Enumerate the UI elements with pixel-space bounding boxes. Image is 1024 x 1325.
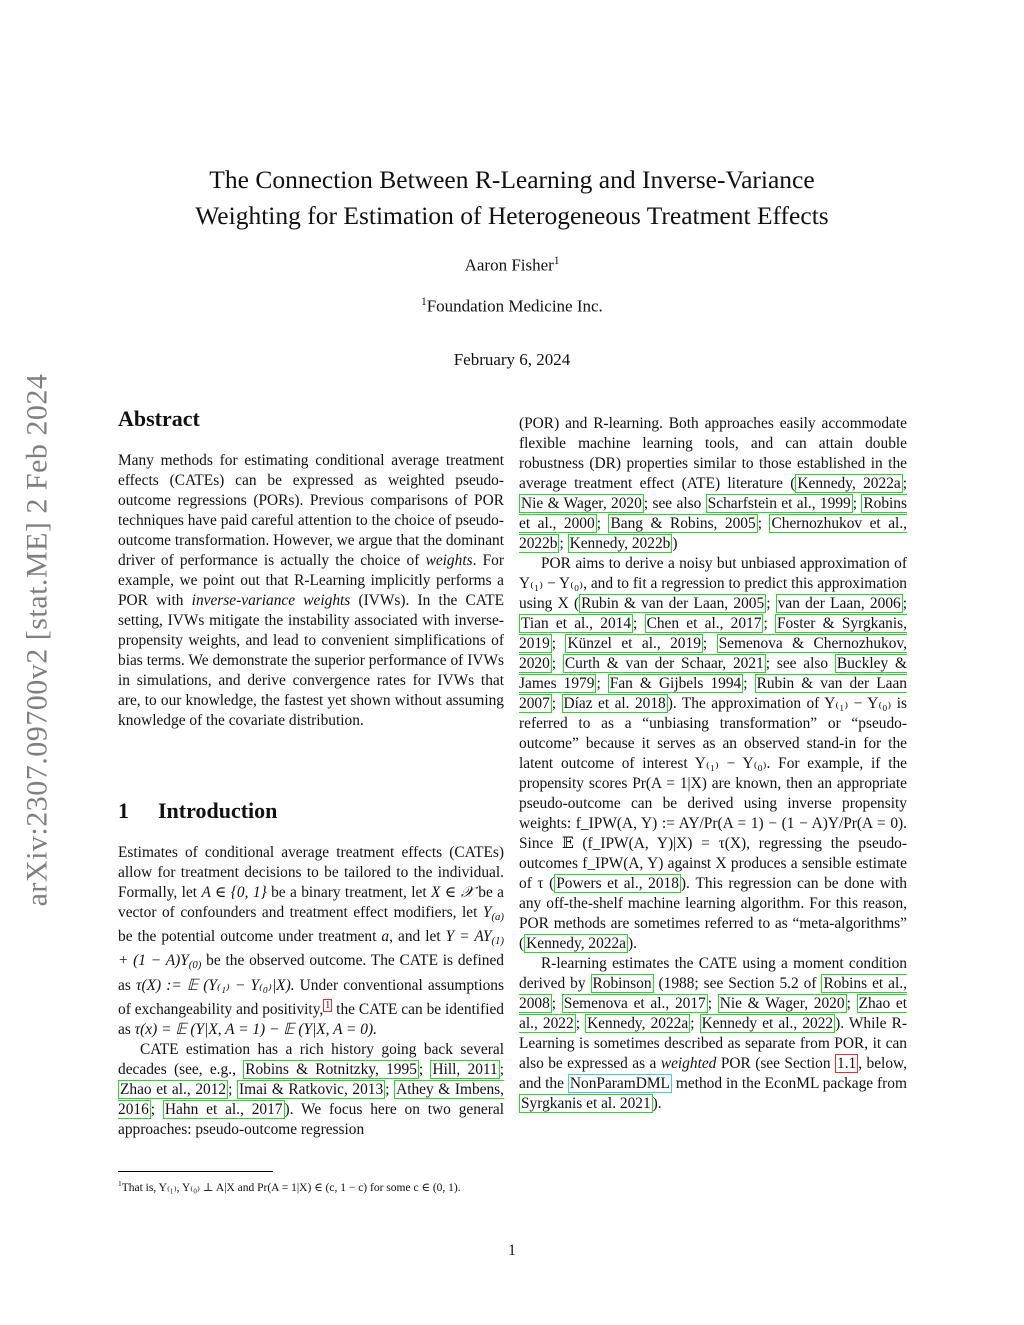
paper-title: The Connection Between R-Learning and Inverse-Variance Weighting for Estimation of Heterogeneous Treatment Effects [195, 165, 829, 230]
citation-link[interactable]: Bang & Robins, 2005 [610, 515, 756, 532]
intro-body: Estimates of conditional average treatment effects (CATEs) allow for treatment decisions to be tailored to the individual. Formally, let A ∈ {0, 1} be a binary treatment, let X ∈ 𝒳 be a vector of confounders and treatment effect modifiers, let $Y_{(a)}$ be the potential outcome under treatment a, and let $Y = AY_{(1)} + (1 - A)Y_{(0)}$ be the observed outcome. The CATE is defined as τ(X) := 𝔼 (Y₍₁₎ − Y₍₀₎|X). Under conventional assumptions of exchangeability and positivity, $^1$ the CATE can be identified as τ(x) = 𝔼 (Y|X, A = 1) − 𝔼 (Y|X, A = 0). CATE estimation has a rich history going back several decades (see, e.g., Robins & Rotnitzky, 1995 ; Hill, 2011 ; Zhao et al., 2012 ; Imai & Ratkovic, 2013 ; Athey & Imbens, 2016 ; Hahn et al., 2017 ). We focus here on two general approaches: pseudo-outcome regression [118, 844, 505, 1138]
citation-link[interactable]: Semenova et al., 2017 [563, 995, 706, 1012]
citation-link[interactable]: Robinson [592, 975, 652, 992]
citation-link[interactable]: Chen et al., 2017 [646, 615, 762, 632]
citation-link[interactable]: Foster & Syrgkanis, 2019 [519, 615, 907, 652]
paper-date: February 6, 2024 [453, 350, 571, 369]
citation-link[interactable]: Semenova & Chernozhukov, 2020 [519, 635, 907, 672]
citation-link[interactable]: Curth & van der Schaar, 2021 [564, 655, 764, 672]
abstract-heading: Abstract [118, 406, 200, 431]
page-number: 1 [508, 1242, 516, 1259]
citation-link[interactable]: Robins & Rotnitzky, 1995 [245, 1060, 417, 1078]
citation-link[interactable]: Robins et al., 2000 [519, 495, 907, 532]
citation-link[interactable]: Kennedy, 2022a [587, 1015, 689, 1032]
citation-link[interactable]: Chernozhukov et al., 2022b [519, 515, 908, 552]
citation-link[interactable]: Zhao et al., 2022 [519, 995, 908, 1032]
citation-link[interactable]: Buckley & James 1979 [519, 655, 907, 692]
citation-link[interactable]: Künzel et al., 2019 [567, 635, 701, 652]
abstract-body: Many methods for estimating conditional average treatment effects (CATEs) can be expressed as weighted pseudo-outcome regressions (PORs). Previous comparisons of POR techniques have paid careful attention to the choice of pseudo-outcome transformation. However, we argue that the dominant driver of performance is actually the choice of weights. For example, we point out that R-Learning implicitly performs a POR with inverse-variance weights (IVWs). In the CATE setting, IVWs mitigate the instability associated with inverse-propensity weights, and lead to convenient simplifications of bias terms. We demonstrate the superior performance of IVWs in simulations, and derive convergence rates for IVWs that are, to our knowledge, the fastest yet shown without assuming knowledge of the covariate distribution. [118, 452, 505, 729]
citation-link[interactable]: van der Laan, 2006 [777, 595, 901, 612]
section-ref-link[interactable]: 1.1 [837, 1055, 857, 1072]
footnote-ref-1[interactable]: 1 [325, 999, 331, 1011]
citation-link[interactable]: Rubin & van der Laan 2007 [519, 675, 907, 712]
citation-link[interactable]: Powers et al., 2018 [556, 875, 679, 892]
citation-link[interactable]: Díaz et al. 2018 [563, 695, 666, 712]
citation-link[interactable]: Imai & Ratkovic, 2013 [239, 1080, 384, 1098]
citation-link[interactable]: Hahn et al., 2017 [164, 1100, 283, 1118]
section-heading-introduction: 1 Introduction [118, 798, 278, 823]
citation-link[interactable]: Kennedy, 2022a [526, 935, 627, 952]
citation-link[interactable]: Nie & Wager, 2020 [719, 995, 845, 1012]
footnote: $^1$That is, Y₍₁₎, Y₍₀₎ ⊥ A|X and Pr(A = 1|X) ∈ (c, 1 − c) for some c ∈ (0, 1). [118, 1179, 461, 1194]
citation-link[interactable]: Fan & Gijbels 1994 [609, 675, 742, 692]
citation-link[interactable]: Kennedy et al., 2022 [701, 1015, 834, 1032]
citation-link[interactable]: Kennedy, 2022b [569, 535, 671, 552]
citation-link[interactable]: Nie & Wager, 2020 [521, 495, 642, 512]
citation-link[interactable]: Athey & Imbens, 2016 [118, 1080, 505, 1118]
citation-link[interactable]: Hill, 2011 [432, 1060, 498, 1078]
software-link[interactable]: NonParamDML [569, 1075, 670, 1092]
arxiv-identifier: arXiv:2307.09700v2 [stat.ME] 2 Feb 2024 [20, 373, 53, 907]
citation-link[interactable]: Syrgkanis et al. 2021 [521, 1095, 651, 1112]
author: Aaron Fisher$^1$ [464, 255, 560, 275]
citation-link[interactable]: Zhao et al., 2012 [120, 1080, 227, 1098]
affiliation: $^1$Foundation Medicine Inc. [421, 296, 603, 316]
citation-link[interactable]: Tian et al., 2014 [521, 615, 632, 632]
citation-link[interactable]: Rubin & van der Laan, 2005 [581, 595, 765, 612]
right-column-body: (POR) and R-learning. Both approaches easily accommodate flexible machine learning tools, and can attain double robustness (DR) properties similar to those established in the average treatment effect (ATE) literature ( Kennedy, 2022a ; Nie & Wager, 2020 ; see also Scharfstein et al., 1999 ; Robins et al., 2000 ; Bang & Robins, 2005 ; Chernozhukov et al., 2022b ; Kennedy, 2022b ) POR aims to derive a noisy but unbiased approximation of Y₍₁₎ − Y₍₀₎, and to fit a regression to predict this approximation using X ( Rubin & van der Laan, 2005 ; van der Laan, 2006 ; Tian et al., 2014 ; Chen et al., 2017 ; Foster & Syrgkanis, 2019 ; Künzel et al., 2019 ; Semenova & Chernozhukov, 2020 ; Curth & van der Schaar, 2021 ; see also Buckley & James 1979 ; Fan & Gijbels 1994 ; Rubin & van der Laan 2007 ; Díaz et al. 2018 ). The approximation of Y₍₁₎ − Y₍₀₎ is referred to as a “unbiasing transformation” or “pseudo-outcome” because it serves as an observed stand-in for the latent outcome of interest Y₍₁₎ − Y₍₀₎. For example, if the propensity scores Pr(A = 1|X) are known, then an appropriate pseudo-outcome can be derived using inverse propensity weights: f_IPW(A, Y) := AY/Pr(A = 1) − (1 − A)Y/Pr(A = 0). Since 𝔼 (f_IPW(A, Y)|X) = τ(X), regressing the pseudo-outcomes f_IPW(A, Y) against X produces a sensible estimate of τ ( Powers et al., 2018 ). This regression can be done with any off-the-shelf machine learning algorithm. For this reason, POR methods are sometimes referred to as “meta-algorithms” ( Kennedy, 2022a ). R-learning estimates the CATE using a moment condition derived by Robinson (1988; see Section 5.2 of Robins et al., 2008 ; Semenova et al., 2017 ; Nie & Wager, 2020 ; Zhao et al., 2022 ; Kennedy, 2022a ; Kennedy et al., 2022 ). While R-Learning is sometimes described as separate from POR, it can also be expressed as a weighted POR (see Section 1.1 , below, and the NonParamDML method in the EconML package from Syrgkanis et al. 2021 ). [519, 415, 908, 1112]
footnote-rule [118, 1171, 273, 1172]
citation-link[interactable]: Scharfstein et al., 1999 [707, 495, 851, 512]
citation-link[interactable]: Robins et al., 2008 [519, 975, 907, 1012]
citation-link[interactable]: Kennedy, 2022a [797, 475, 901, 492]
